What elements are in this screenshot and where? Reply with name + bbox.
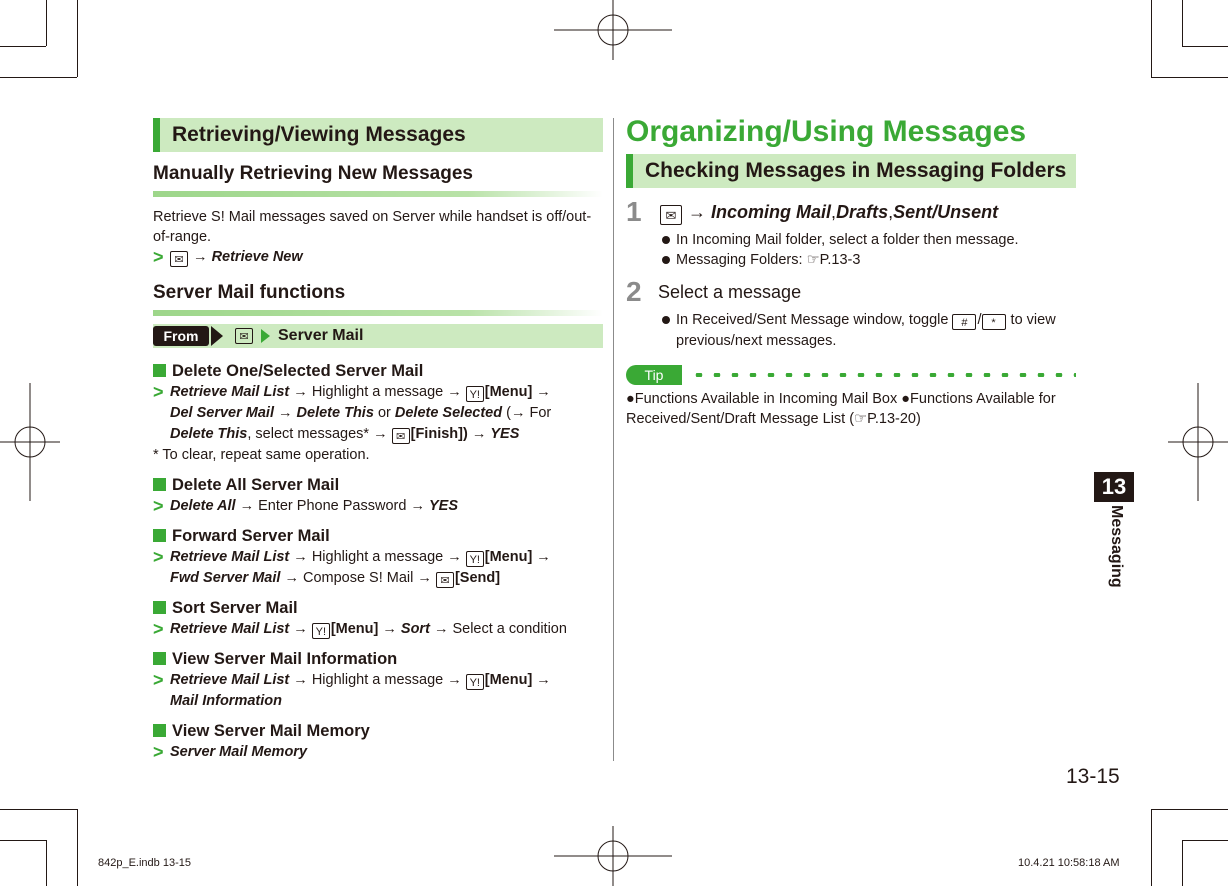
- chapter-label: Messaging: [1108, 505, 1125, 588]
- tip-text: ●Functions Available in Incoming Mail Box ●Functions Available for: [626, 391, 1056, 407]
- footer-file: 842p_E.indb 13-15: [98, 857, 191, 869]
- step-text: →: [293, 621, 308, 637]
- option: Delete This: [170, 426, 248, 442]
- from-label: From: [153, 326, 209, 346]
- option: Sort: [400, 621, 430, 637]
- crop-mark: [46, 840, 47, 886]
- square-bullet-icon: [153, 724, 166, 737]
- feature-step: [153, 691, 603, 712]
- right-column: [626, 112, 1076, 429]
- option: YES: [490, 426, 520, 442]
- step-marker: >: [153, 742, 164, 762]
- server-mail-functions-heading: Server Mail functions: [153, 282, 346, 303]
- option: Delete All: [170, 498, 236, 514]
- step-marker: >: [153, 547, 164, 567]
- step-number: 1: [626, 196, 642, 227]
- option: Retrieve Mail List: [170, 384, 290, 400]
- feature-step: [153, 742, 603, 763]
- manual-retrieve-desc: Retrieve S! Mail messages saved on Server while handset is off/out-of-range.: [153, 209, 592, 245]
- bullet: [656, 250, 1076, 270]
- bullet-dot-icon: [662, 236, 670, 244]
- step-text: →: [278, 405, 293, 421]
- step-marker: >: [153, 247, 164, 267]
- step-text: (→ For: [506, 405, 552, 421]
- feature-title-text: Delete One/Selected Server Mail: [172, 362, 424, 380]
- finish-label: [Finish]) →: [410, 426, 487, 442]
- feature-step: [153, 670, 603, 691]
- crop-mark: [0, 840, 46, 841]
- section-title: Checking Messages in Messaging Folders: [626, 154, 1076, 188]
- option-drafts: Drafts: [836, 202, 889, 222]
- step-text: → Highlight a message →: [293, 549, 462, 565]
- bullet-continuation: previous/next messages.: [676, 333, 837, 349]
- step-text: → Compose S! Mail →: [284, 570, 432, 586]
- footnote: * To clear, repeat same operation.: [153, 447, 370, 463]
- crop-mark: [1182, 0, 1183, 46]
- crop-mark: [1182, 840, 1183, 886]
- feature-title: [153, 648, 603, 670]
- feature-title: [153, 474, 603, 496]
- feature-step: [153, 424, 603, 445]
- step-marker: >: [153, 670, 164, 690]
- feature-title-text: Forward Server Mail: [172, 527, 330, 545]
- step-arrow: →: [193, 249, 208, 265]
- feature-step: [153, 496, 603, 517]
- hash-key-icon: #: [952, 314, 976, 330]
- step-1-line: [660, 202, 998, 225]
- step-text: , select messages* →: [247, 426, 388, 442]
- reference-icon: ☞: [806, 252, 820, 268]
- page-title: Organizing/Using Messages: [626, 115, 1027, 148]
- square-bullet-icon: [153, 478, 166, 491]
- mail-key-icon: ✉: [235, 328, 253, 344]
- registration-target-right: [1168, 383, 1228, 501]
- section-title: Retrieving/Viewing Messages: [153, 118, 603, 152]
- registration-target-bottom: [554, 826, 672, 886]
- step-text: or: [377, 405, 391, 421]
- send-label: [Send]: [454, 570, 501, 586]
- tip-dotted-line: [690, 373, 1076, 377]
- mail-key-icon: ✉: [436, 572, 454, 588]
- step-marker: >: [153, 619, 164, 639]
- mail-key-icon: ✉: [170, 251, 188, 267]
- column-divider: [613, 118, 614, 761]
- tip-label: Tip: [626, 365, 682, 385]
- feature-title: [153, 360, 603, 382]
- separator: ,: [888, 202, 894, 222]
- tip-text: [626, 409, 1076, 429]
- feature-step: [153, 547, 603, 568]
- step-2-text: Select a message: [658, 282, 802, 302]
- bullet: [656, 310, 1076, 330]
- crop-mark: [1151, 809, 1152, 886]
- page-reference: P.13-20): [867, 411, 921, 427]
- chapter-number: 13: [1094, 472, 1134, 502]
- crop-mark: [0, 46, 46, 47]
- bullet: [656, 230, 1076, 250]
- manual-retrieve-heading: Manually Retrieving New Messages: [153, 163, 473, 184]
- registration-target-top: [554, 0, 672, 60]
- tip-row: [626, 365, 1076, 385]
- bullet-text: to view: [1010, 312, 1056, 328]
- feature-title: [153, 525, 603, 547]
- page-reference: P.13-3: [819, 252, 861, 268]
- bullet-text: In Incoming Mail folder, select a folder then message.: [676, 232, 1019, 248]
- square-bullet-icon: [153, 601, 166, 614]
- option: Server Mail Memory: [170, 744, 308, 760]
- crop-mark: [1182, 840, 1228, 841]
- page-number: 13-15: [1066, 765, 1120, 788]
- step-marker: >: [153, 496, 164, 516]
- step-text: → Enter Phone Password →: [239, 498, 425, 514]
- feature-step: [153, 568, 603, 589]
- step-arrow: →: [688, 202, 707, 222]
- menu-label: [Menu] →: [484, 549, 551, 565]
- option: Retrieve Mail List: [170, 672, 290, 688]
- option: Del Server Mail: [170, 405, 274, 421]
- mail-key-icon: ✉: [660, 205, 682, 225]
- crop-mark: [77, 0, 78, 77]
- feature-title: [153, 597, 603, 619]
- bullet-text: Messaging Folders:: [676, 252, 803, 268]
- crop-mark: [1151, 77, 1228, 78]
- crop-mark: [1151, 809, 1228, 810]
- slash: /: [977, 312, 982, 328]
- menu-label: [Menu] →: [330, 621, 397, 637]
- menu-label: [Menu] →: [484, 384, 551, 400]
- crop-mark: [1151, 0, 1152, 77]
- step-text: → Highlight a message →: [293, 672, 462, 688]
- menu-key-icon: Y!: [466, 386, 484, 402]
- heading-underline: [153, 310, 603, 316]
- option-incoming-mail: Incoming Mail: [711, 202, 832, 222]
- crop-mark: [0, 77, 77, 78]
- feature-title-text: Delete All Server Mail: [172, 476, 340, 494]
- step-text: → Select a condition: [433, 621, 567, 637]
- menu-key-icon: Y!: [466, 674, 484, 690]
- feature-title-text: View Server Mail Information: [172, 650, 398, 668]
- from-path: Server Mail: [278, 327, 364, 344]
- left-column: [153, 118, 603, 763]
- retrieve-new-option: Retrieve New: [211, 249, 303, 265]
- menu-label: [Menu] →: [484, 672, 551, 688]
- square-bullet-icon: [153, 652, 166, 665]
- feature-title-text: View Server Mail Memory: [172, 722, 370, 740]
- separator: ,: [831, 202, 837, 222]
- crop-mark: [0, 809, 77, 810]
- from-bar: [153, 324, 603, 348]
- feature-step: [153, 382, 603, 403]
- bullet-dot-icon: [662, 256, 670, 264]
- footer-date: 10.4.21 10:58:18 AM: [1018, 857, 1120, 869]
- crop-mark: [1182, 46, 1228, 47]
- feature-title: [153, 720, 603, 742]
- bullet-dot-icon: [662, 316, 670, 324]
- feature-step: [153, 403, 603, 424]
- tip-text-part: Received/Sent/Draft Message List (: [626, 411, 855, 427]
- menu-key-icon: Y!: [312, 623, 330, 639]
- menu-key-icon: Y!: [466, 551, 484, 567]
- square-bullet-icon: [153, 364, 166, 377]
- option: Delete Selected: [394, 405, 503, 421]
- step-marker: >: [153, 382, 164, 402]
- step-text: → Highlight a message →: [293, 384, 462, 400]
- play-arrow-icon: [261, 329, 270, 343]
- from-arrow-icon: [211, 326, 223, 346]
- step-1: [626, 196, 1076, 230]
- crop-mark: [77, 809, 78, 886]
- star-key-icon: *: [982, 314, 1006, 330]
- mail-key-icon: ✉: [392, 428, 410, 444]
- bullet-text: In Received/Sent Message window, toggle: [676, 312, 949, 328]
- heading-underline: [153, 191, 603, 197]
- reference-icon: ☞: [854, 411, 868, 427]
- option: Delete This: [296, 405, 374, 421]
- option: Retrieve Mail List: [170, 621, 290, 637]
- option: Fwd Server Mail: [170, 570, 281, 586]
- manual-retrieve-step: [153, 247, 603, 268]
- feature-title-text: Sort Server Mail: [172, 599, 298, 617]
- option: Mail Information: [170, 693, 282, 709]
- option-sent-unsent: Sent/Unsent: [893, 202, 999, 222]
- feature-step: [153, 619, 603, 640]
- option: YES: [428, 498, 458, 514]
- square-bullet-icon: [153, 529, 166, 542]
- step-2: [626, 276, 1076, 310]
- crop-mark: [46, 0, 47, 46]
- option: Retrieve Mail List: [170, 549, 290, 565]
- registration-target-left: [0, 383, 60, 501]
- step-number: 2: [626, 276, 642, 307]
